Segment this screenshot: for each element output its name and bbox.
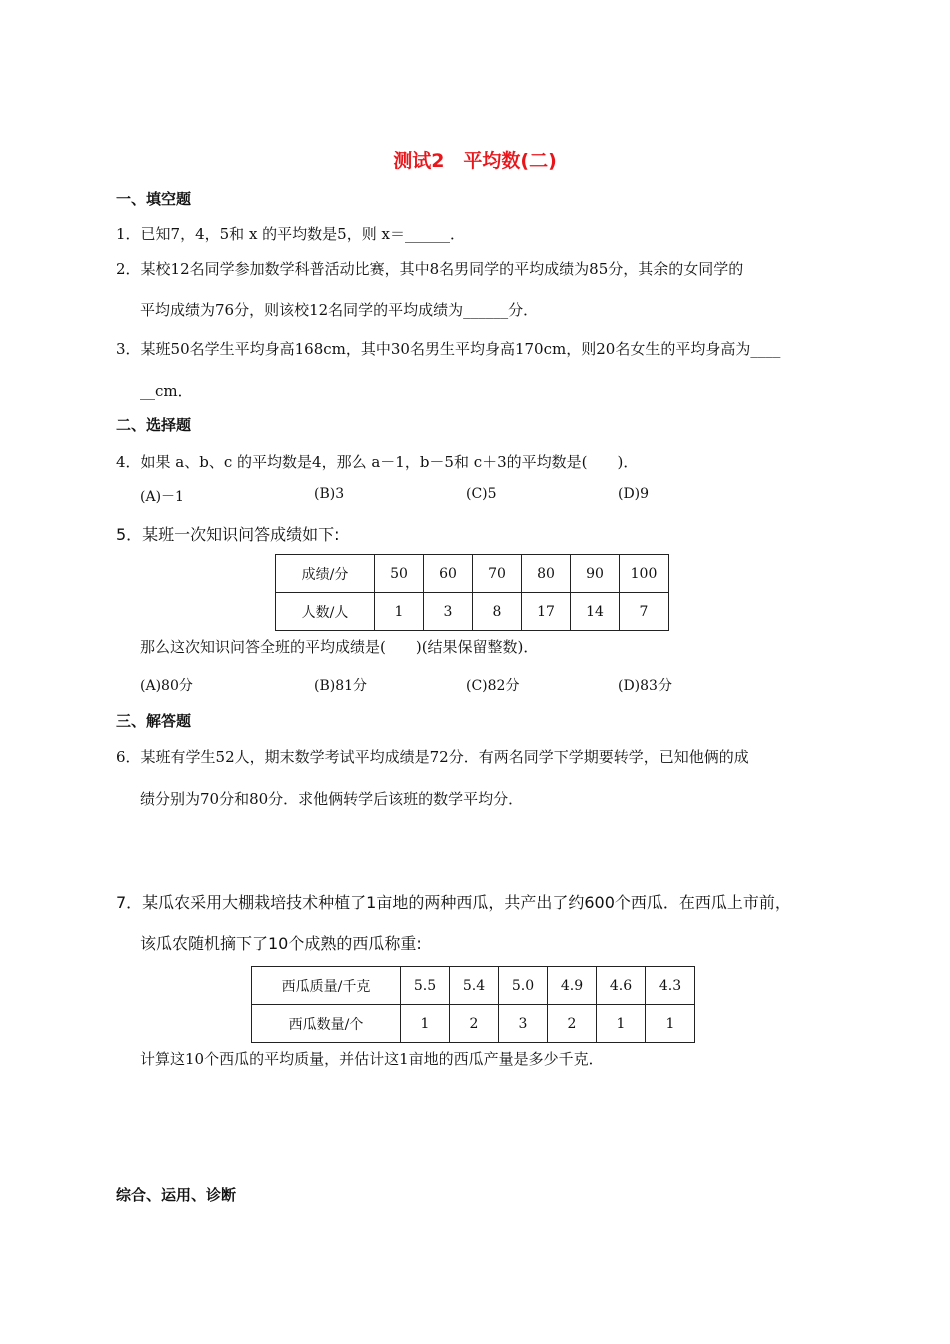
- question-6-line-1: 6．某班有学生52人，期末数学考试平均成绩是72分．有两名同学下学期要转学，已知他俩的成: [116, 748, 749, 766]
- table-cell: 5.5: [401, 967, 450, 1005]
- question-4: 4．如果 a、b、c 的平均数是4，那么 a－1，b－5和 c＋3的平均数是( )．: [116, 453, 639, 471]
- question-5: 5．某班一次知识问答成绩如下:: [116, 525, 340, 544]
- table-cell: 17: [522, 593, 571, 631]
- table-cell: 2: [450, 1005, 499, 1043]
- table-cell: 7: [620, 593, 669, 631]
- table-cell: 3: [499, 1005, 548, 1043]
- q4-option-a: (A)－1: [140, 489, 184, 505]
- table-cell: 成绩/分: [276, 555, 375, 593]
- table-row: [252, 1005, 695, 1043]
- table-cell: 人数/人: [276, 593, 375, 631]
- q5-option-c: (C)82分: [466, 678, 520, 694]
- table-cell: 1: [646, 1005, 695, 1043]
- question-6-line-2: 绩分别为70分和80分．求他俩转学后该班的数学平均分．: [140, 790, 524, 808]
- question-2-line-2: 平均成绩为76分，则该校12名同学的平均成绩为______分．: [140, 301, 539, 319]
- table-cell: 8: [473, 593, 522, 631]
- table-cell: 4.6: [597, 967, 646, 1005]
- question-3-line-2: __cm．: [140, 382, 193, 400]
- question-7-follow: 计算这10个西瓜的平均质量，并估计这1亩地的西瓜产量是多少千克．: [140, 1050, 604, 1068]
- q4-option-d: (D)9: [618, 486, 650, 502]
- table-cell: 2: [548, 1005, 597, 1043]
- table-cell: 5.4: [450, 967, 499, 1005]
- section-heading-fill-blank: 一、填空题: [116, 190, 192, 208]
- q5-option-b: (B)81分: [314, 678, 368, 694]
- table-cell: 西瓜数量/个: [252, 1005, 401, 1043]
- table-cell: 100: [620, 555, 669, 593]
- table-cell: 80: [522, 555, 571, 593]
- table-cell: 4.9: [548, 967, 597, 1005]
- question-5-follow: 那么这次知识问答全班的平均成绩是( )(结果保留整数)．: [140, 638, 539, 656]
- section-heading-solve: 三、解答题: [116, 712, 192, 730]
- table-cell: 1: [401, 1005, 450, 1043]
- table-cell: 西瓜质量/千克: [252, 967, 401, 1005]
- table-row: [276, 593, 669, 631]
- table-cell: 14: [571, 593, 620, 631]
- question-1: 1．已知7，4，5和 x 的平均数是5，则 x＝______．: [116, 225, 465, 243]
- q5-option-d: (D)83分: [618, 678, 672, 694]
- q5-option-a: (A)80分: [140, 678, 193, 694]
- table-cell: 3: [424, 593, 473, 631]
- question-7-line-2: 该瓜农随机摘下了10个成熟的西瓜称重:: [140, 934, 422, 953]
- q4-option-c: (C)5: [466, 486, 497, 502]
- table-cell: 50: [375, 555, 424, 593]
- question-2-line-1: 2．某校12名同学参加数学科普活动比赛，其中8名男同学的平均成绩为85分，其余的女同学的: [116, 260, 744, 278]
- q4-option-b: (B)3: [314, 486, 345, 502]
- table-cell: 60: [424, 555, 473, 593]
- q7-watermelon-table: [251, 966, 695, 1043]
- table-row: [252, 967, 695, 1005]
- page-title: 测试2 平均数(二): [393, 150, 557, 172]
- section-heading-comprehensive: 综合、运用、诊断: [116, 1186, 237, 1204]
- table-cell: 5.0: [499, 967, 548, 1005]
- section-heading-multiple-choice: 二、选择题: [116, 416, 192, 434]
- table-row: [276, 555, 669, 593]
- table-cell: 1: [597, 1005, 646, 1043]
- q5-score-table: [275, 554, 669, 631]
- table-cell: 1: [375, 593, 424, 631]
- question-7-line-1: 7．某瓜农采用大棚栽培技术种植了1亩地的两种西瓜，共产出了约600个西瓜．在西瓜上市前，: [116, 893, 791, 912]
- table-cell: 70: [473, 555, 522, 593]
- table-cell: 4.3: [646, 967, 695, 1005]
- table-cell: 90: [571, 555, 620, 593]
- question-3-line-1: 3．某班50名学生平均身高168cm，其中30名男生平均身高170cm，则20名女生的平均身高为____: [116, 340, 781, 358]
